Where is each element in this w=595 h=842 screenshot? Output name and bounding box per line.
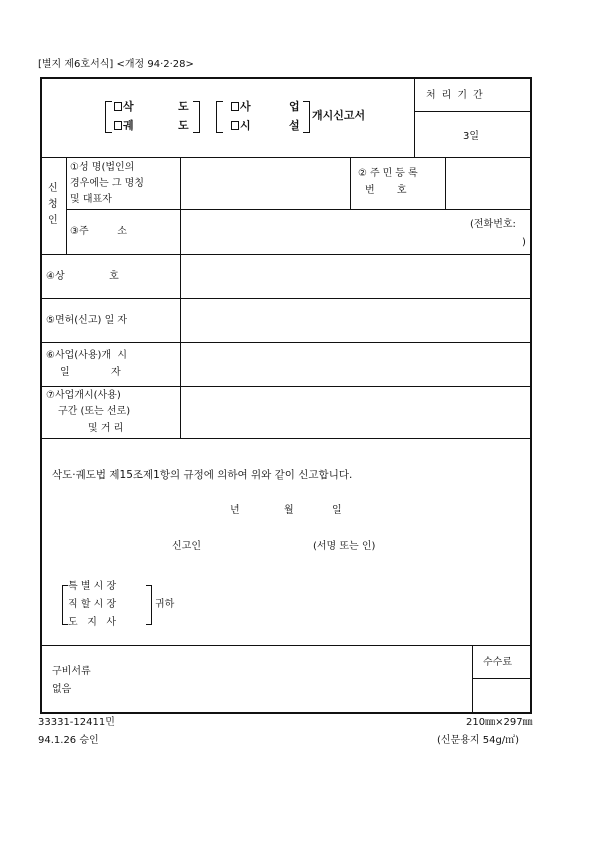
applicant-label-1: 신 — [48, 183, 58, 194]
section-label: 구간 (또는 선로) — [58, 406, 131, 417]
bracket-right — [146, 585, 152, 625]
bracket-right — [193, 101, 200, 133]
bracket-right — [303, 101, 310, 133]
addressee-suffix: 귀하 — [155, 599, 175, 610]
name-label: 경우에는 그 명칭 — [70, 178, 144, 189]
name-label: 및 대표자 — [70, 194, 112, 205]
address-label: ③주 소 — [70, 226, 127, 237]
start-date-label: 일 자 — [60, 367, 121, 378]
trade-name-input[interactable] — [181, 255, 530, 298]
processing-label: 처리기간 — [426, 90, 489, 101]
fee-label: 수수료 — [483, 657, 512, 668]
applicant-label-2: 청 — [48, 199, 58, 210]
bracket-left — [105, 101, 112, 133]
rrn-label: 번 호 — [365, 185, 407, 196]
name-input[interactable] — [181, 158, 350, 209]
signer-input[interactable] — [215, 536, 305, 554]
title-suffix: 개시신고서 — [312, 109, 366, 122]
approval-date: 94.1.26 승인 — [38, 735, 99, 746]
checkbox-icon[interactable] — [231, 121, 239, 130]
processing-value: 3일 — [463, 131, 480, 142]
signer-label: 신고인 — [172, 541, 201, 552]
section-input[interactable] — [181, 387, 530, 438]
start-date-input[interactable] — [181, 343, 530, 386]
license-date-input[interactable] — [181, 299, 530, 342]
paper-size: 210㎜×297㎜ — [466, 717, 533, 728]
bracket-left — [216, 101, 223, 133]
license-date-label: ⑤면허(신고) 일 자 — [46, 315, 128, 326]
checkbox-icon[interactable] — [231, 102, 239, 111]
fee-input[interactable] — [473, 679, 530, 712]
section-label: ⑦사업개시(사용) — [46, 390, 121, 401]
date-day: 일 — [332, 505, 342, 516]
checkbox-icon[interactable] — [114, 102, 122, 111]
section-label: 및 거 리 — [88, 423, 124, 434]
rrn-input[interactable] — [446, 158, 530, 209]
name-label: ①성 명(법인의 — [70, 162, 135, 173]
addressee-1: 특 별 시 장 — [68, 581, 117, 592]
documents-value: 없음 — [52, 684, 72, 695]
rrn-label: ②주민등록 — [358, 168, 421, 179]
addressee-3: 도 지 사 — [68, 617, 117, 628]
phone-label: (전화번호: — [470, 219, 516, 230]
applicant-label-3: 인 — [48, 215, 58, 226]
addressee-2: 직 할 시 장 — [68, 599, 117, 610]
date-year: 년 — [230, 505, 240, 516]
statement-text: 삭도·궤도법 제15조제1항의 규정에 의하여 위와 같이 신고합니다. — [52, 469, 353, 481]
phone-close: ) — [522, 237, 526, 248]
date-month: 월 — [284, 505, 294, 516]
address-input[interactable] — [181, 210, 530, 254]
form-code: 33331-12411민 — [38, 717, 115, 728]
trade-name-label: ④상 호 — [46, 271, 119, 282]
paper-type: (신문용지 54g/㎡) — [437, 735, 520, 746]
form-id: [별지 제6호서식] <개정 94·2·28> — [38, 59, 194, 70]
start-date-label: ⑥사업(사용)개 시 — [46, 350, 128, 361]
documents-label: 구비서류 — [52, 666, 91, 677]
signature-note: (서명 또는 인) — [313, 541, 376, 552]
checkbox-icon[interactable] — [114, 121, 122, 130]
